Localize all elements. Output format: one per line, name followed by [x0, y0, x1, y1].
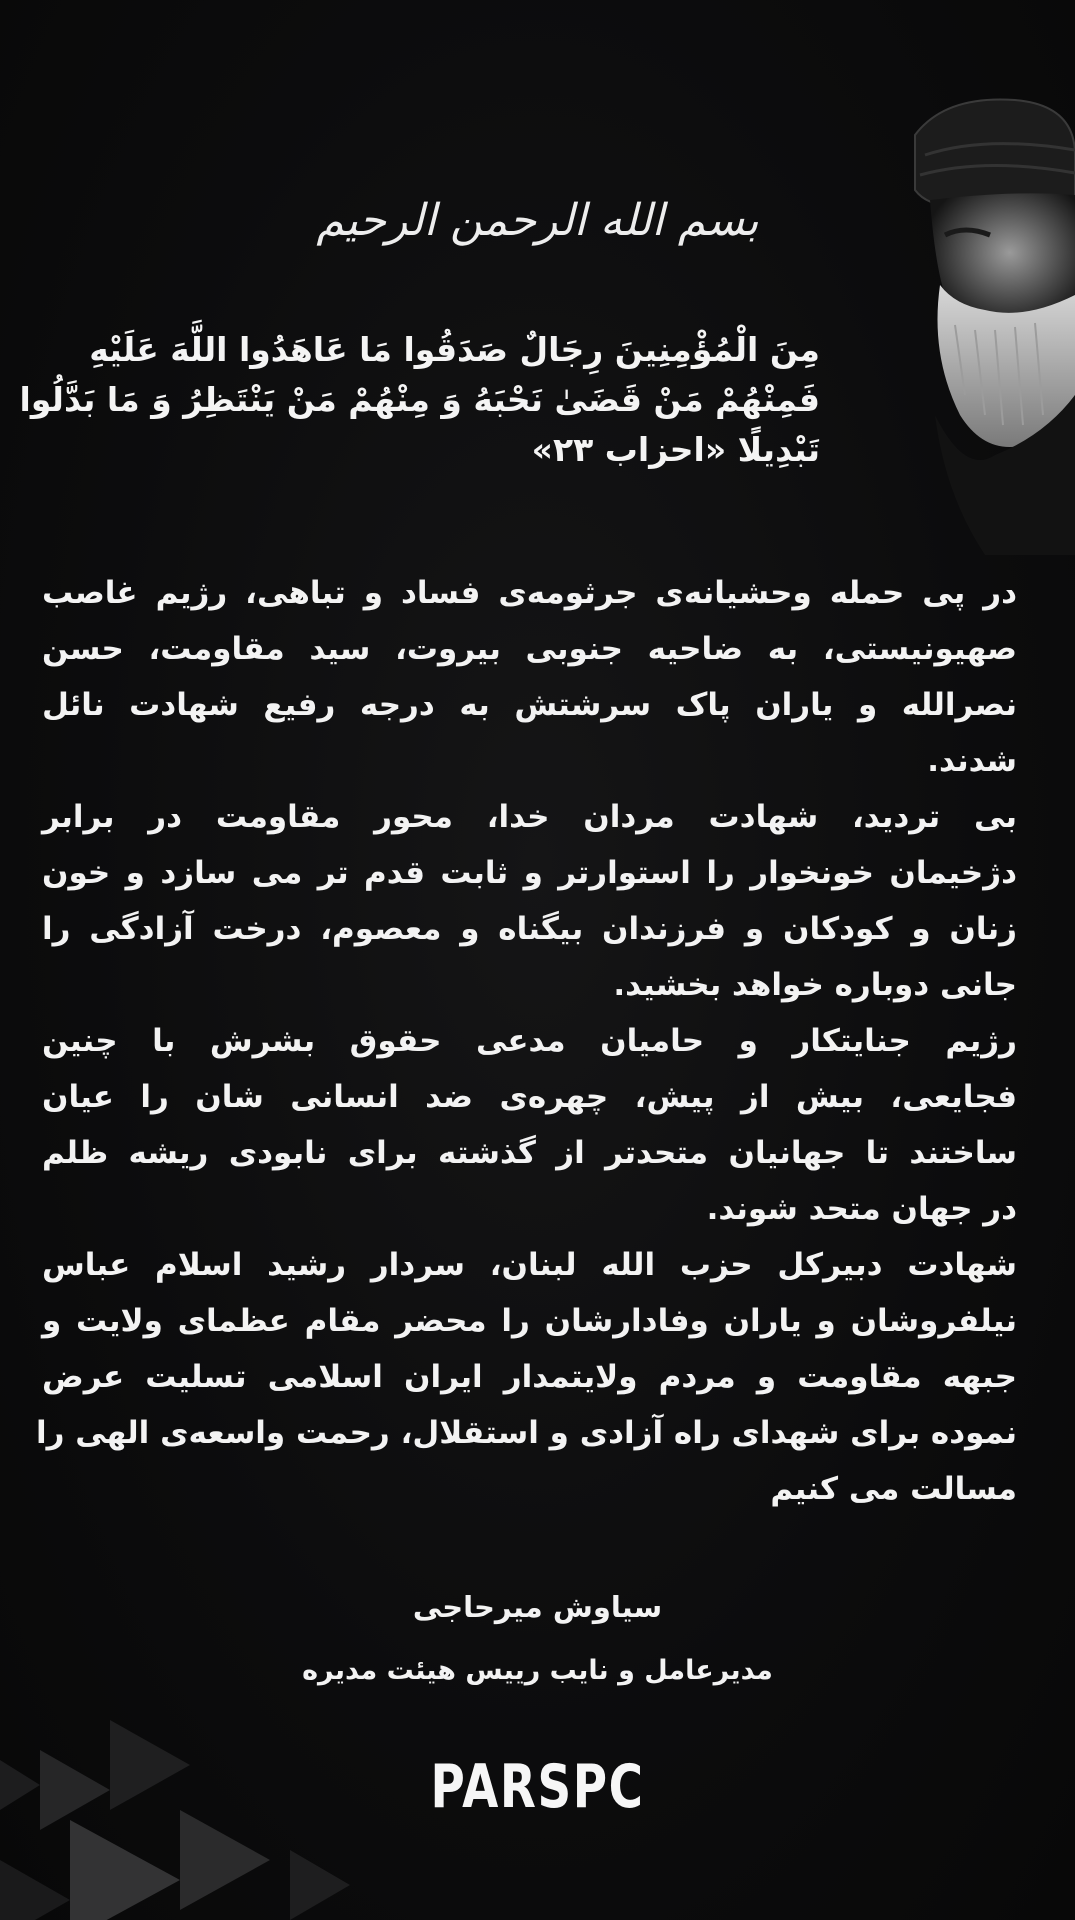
basmala-calligraphy: بسم الله الرحمن الرحیم: [316, 195, 759, 246]
signature-block: [0, 1585, 1075, 1693]
signatory-title: مدیرعامل و نایب رییس هیئت مدیره: [302, 1655, 773, 1686]
paragraph: [42, 565, 1017, 789]
paragraph: [35, 1237, 1017, 1517]
message-line: نموده برای شهدای راه آزادی و استقلال، رحمت واسعه‌ی الهی را: [35, 1415, 1017, 1451]
verse-line: تَبْدِيلًا «احزاب ۲۳»: [531, 430, 820, 469]
message-line: صهیونیستی، به ضاحیه جنوبی بیروت، سید مقاومت، حسن: [42, 631, 1017, 667]
message-line: شهادت دبیرکل حزب الله لبنان، سردار رشید اسلام عباس: [42, 1247, 1017, 1283]
message-line: نصرالله و یاران پاک سرشتش به درجه رفیع شهادت نائل: [42, 687, 1017, 723]
message-line: زنان و کودکان و فرزندان بیگناه و معصوم، درخت آزادگی را: [42, 911, 1017, 947]
cleric-portrait-illustration: [875, 95, 1075, 555]
quran-verse: [19, 325, 820, 475]
message-line: جانی دوباره خواهد بخشید.: [613, 967, 1017, 1003]
verse-line: مِنَ الْمُؤْمِنِينَ رِجَالٌ صَدَقُوا مَا عَاهَدُوا اللَّهَ عَلَيْهِ: [89, 330, 820, 369]
message-line: نیلفروشان و یاران وفادارشان را محضر مقام عظمای ولایت و: [42, 1303, 1017, 1339]
condolence-message: [35, 565, 1017, 1517]
verse-line: فَمِنْهُمْ مَنْ قَضَىٰ نَحْبَهُ وَ مِنْهُمْ مَنْ يَنْتَظِرُ وَ مَا بَدَّلُوا: [19, 380, 820, 419]
paragraph: [42, 789, 1017, 1013]
message-line: رژیم جنایتکار و حامیان مدعی حقوق بشرش با چنین: [42, 1023, 1017, 1059]
signatory-name: سیاوش میرحاجی: [412, 1590, 663, 1624]
message-line: دژخیمان خونخوار را استوارتر و ثابت قدم تر می سازد و خون: [42, 855, 1017, 891]
company-logo: PARSPC: [430, 1752, 645, 1822]
decorative-triangles: [0, 1690, 360, 1920]
message-line: فجایعی، بیش از پیش، چهره‌ی ضد انسانی شان را عیان: [42, 1079, 1017, 1115]
message-line: بی تردید، شهادت مردان خدا، محور مقاومت در برابر: [42, 799, 1017, 835]
paragraph: [42, 1013, 1017, 1237]
message-line: شدند.: [927, 743, 1017, 779]
message-line: در جهان متحد شوند.: [706, 1191, 1017, 1227]
message-line: ساختند تا جهانیان متحدتر از گذشته برای نابودی ریشه ظلم: [42, 1135, 1017, 1171]
message-line: در پی حمله وحشیانه‌ی جرثومه‌ی فساد و تباهی، رژیم غاصب: [42, 575, 1017, 611]
message-line: جبهه مقاومت و مردم ولایتمدار ایران اسلامی تسلیت عرض: [42, 1359, 1017, 1395]
message-line: مسالت می کنیم: [770, 1471, 1017, 1507]
